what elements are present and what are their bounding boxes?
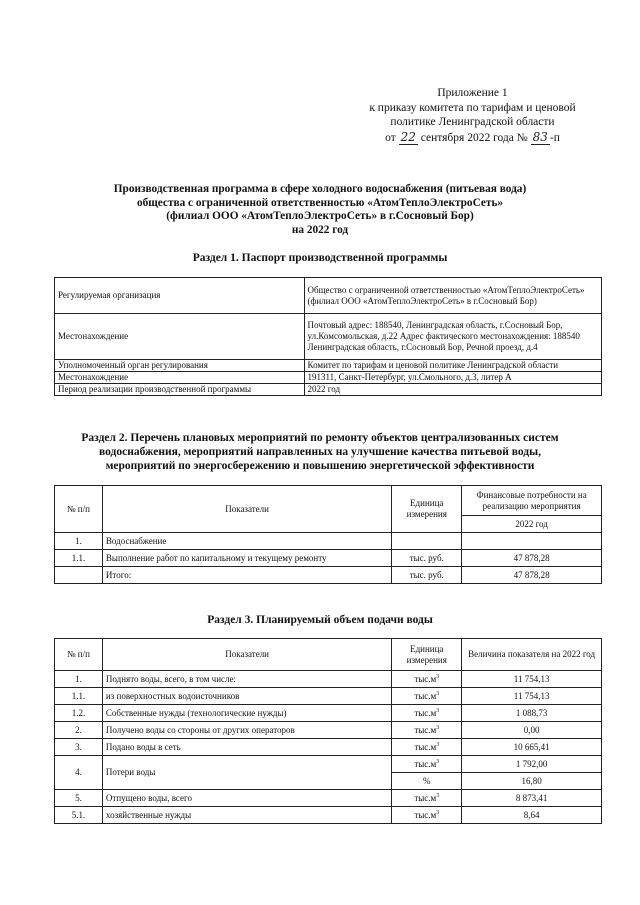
table-row [55,372,602,384]
cell-unit: $тыс.м^3$ [392,807,462,824]
passport-table [54,277,602,396]
title-line4: на 2022 год [291,223,349,236]
cell-unit: $тыс.м^3$ [392,671,462,688]
title-line1: Производственная программа в сфере холодного водоснабжения (питьевая вода) [113,183,527,195]
section2-heading-line1: Раздел 2. Перечень плановых мероприятий по ремонту объектов централизованных систем [81,432,559,444]
annex-line3: политике Ленинградской области [390,116,555,128]
cell-unit [392,533,462,550]
annex-date-line [330,130,615,146]
table-row [55,671,602,688]
title-line2: общества с ограниченной ответственностью «АтомТеплоЭлектроСеть» [136,196,504,209]
cell-unit: тыс. руб. [392,550,462,567]
table-row [55,533,602,550]
cell-num: 1. [55,533,103,550]
cell-name: Собственные нужды (технологические нужды) [102,705,391,722]
cell-num: 5.1. [55,807,103,824]
cell-num: 1.1. [55,688,103,705]
cell-value: 47 878,28 [462,567,602,584]
header-year: 2022 год [462,516,602,533]
cell-value: 47 878,28 [462,550,602,567]
table-row [55,790,602,807]
header-value: Величина показателя на 2022 год [462,639,602,671]
cell-num: 2. [55,722,103,739]
cell-name: из поверхностных водоисточников [102,688,391,705]
cell-num: 1.1. [55,550,103,567]
row-label: Местонахождение [55,372,305,384]
cell-unit: $тыс.м^3$ [392,688,462,705]
header-row [55,486,602,516]
cell-value: 0,00 [462,722,602,739]
table-row [55,739,602,756]
cell-value [462,533,602,550]
table-row [55,807,602,824]
title-line3: (филиал ООО «АтомТеплоЭлектроСеть» в г.Сосновый Бор) [166,210,474,222]
table-row [55,705,602,722]
table-row [55,756,602,773]
number-suffix: -п [549,131,560,144]
section2-heading-line3: мероприятий по энергосбережению и повышению энергетической эффективности [105,460,535,472]
cell-name: Поднято воды, всего, в том числе: [102,671,391,688]
cell-unit: $тыс.м^3$ [392,705,462,722]
handwritten-day: 22 [400,129,416,144]
header-num: № п/п [55,639,103,671]
cell-name: Водоснабжение [102,533,391,550]
header-unit: Единица измерения [392,486,462,533]
cell-num: 4. [55,756,103,790]
annex-line2: к приказу комитета по тарифам и ценовой [369,101,576,114]
header-unit: Единица измерения [392,639,462,671]
cell-unit: $тыс.м^3$ [392,722,462,739]
measures-table [54,485,602,584]
cell-value: 16,80 [462,773,602,790]
cell-value: 1 792,00 [462,756,602,773]
table-row [55,384,602,396]
cell-name: Итого: [102,567,391,584]
handwritten-number: 83 [532,129,548,144]
cell-name: хозяйственные нужды [102,807,391,824]
row-label: Уполномоченный орган регулирования [55,360,305,372]
row-value: Общество с ограниченной ответственностью «АтомТеплоЭлектроСеть» (филиал ООО «АтомТеплоЭлектроСеть» в г.Сосновый Бор) [304,278,601,314]
section1-heading: Раздел 1. Паспорт производственной программы [192,252,448,264]
section2-heading [40,431,600,473]
header-finance: Финансовые потребности на реализацию мероприятия [462,486,602,516]
row-value: Почтовый адрес: 188540, Ленинградская область, г.Сосновый Бор, ул.Комсомольская, д.22 Адрес фактического местонахождения: 188540 Ленинградская область, г.Сосновый Бор, Речной проезд, д.4 [304,314,601,360]
table-row [55,278,602,314]
cell-unit: $тыс.м^3$ [392,790,462,807]
document-title [60,183,580,237]
annex-block [330,86,615,145]
cell-name: Получено воды со стороны от других операторов [102,722,391,739]
cell-value: 8 873,41 [462,790,602,807]
row-label: Местонахождение [55,314,305,360]
cell-value: 11 754,13 [462,688,602,705]
cell-name: Потери воды [102,756,391,790]
header-row [55,639,602,671]
water-volume-table [54,638,602,824]
section2-heading-line2: водоснабжения, мероприятий направленных на улучшение качества питьевой воды, [99,446,541,458]
table-row [55,722,602,739]
cell-value: 8,64 [462,807,602,824]
date-prefix: от [385,131,396,144]
header-indicator: Показатели [102,486,391,533]
cell-num: 3. [55,739,103,756]
cell-num: 1. [55,671,103,688]
cell-name: Отпущено воды, всего [102,790,391,807]
cell-name: Выполнение работ по капитальному и текущему ремонту [102,550,391,567]
row-value: Комитет по тарифам и ценовой политике Ленинградской области [304,360,601,372]
cell-unit-percent: % [392,773,462,790]
cell-name: Подано воды в сеть [102,739,391,756]
cell-unit: $тыс.м^3$ [392,756,462,773]
table-row [55,688,602,705]
table-row [55,360,602,372]
header-indicator: Показатели [102,639,391,671]
row-value: 2022 год [304,384,601,396]
cell-unit: тыс. руб. [392,567,462,584]
cell-num [55,567,103,584]
section3-heading: Раздел 3. Планируемый объем подачи воды [207,614,433,626]
cell-value: 1 088,73 [462,705,602,722]
annex-line1: Приложение 1 [437,87,508,99]
table-row [55,550,602,567]
row-label: Период реализации производственной программы [55,384,305,396]
cell-unit: $тыс.м^3$ [392,739,462,756]
cell-value: 11 754,13 [462,671,602,688]
row-value: 191311, Санкт-Петербург, ул.Смольного, д.3, литер А [304,372,601,384]
cell-num: 1.2. [55,705,103,722]
row-label: Регулируемая организация [55,278,305,314]
table-row [55,567,602,584]
cell-value: 10 665,41 [462,739,602,756]
cell-num: 5. [55,790,103,807]
header-num: № п/п [55,486,103,533]
date-mid: сентября 2022 года № [420,131,528,144]
table-row [55,314,602,360]
